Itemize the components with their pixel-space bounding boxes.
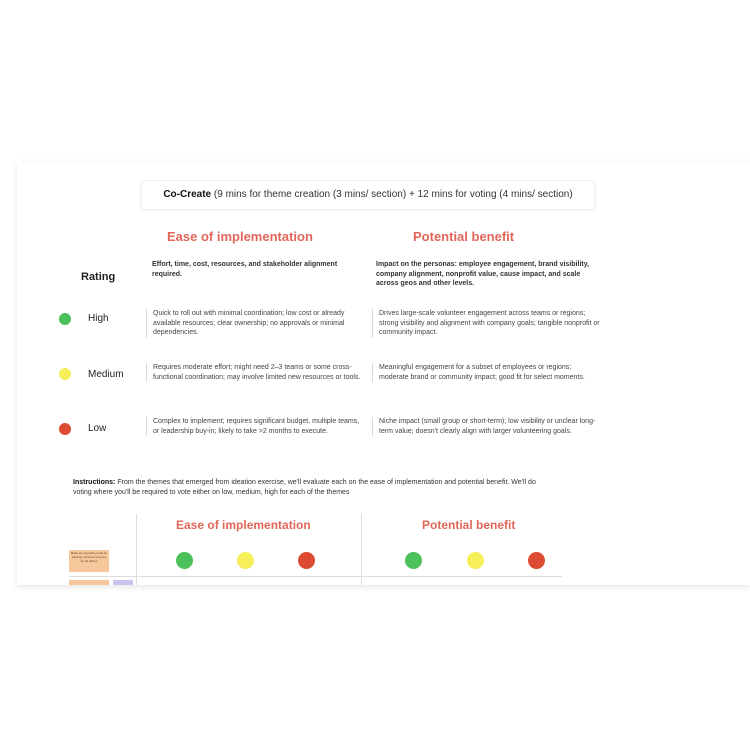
instructions-text: From the themes that emerged from ideation exercise, we'll evaluate each on the ease of implementation and potential benefit. We'll do voting where you'll be required to vote either on low, medium, high for each of the themes <box>73 479 536 496</box>
instructions <box>73 478 553 498</box>
ease-high-cell: Quick to roll out with minimal coordination; low cost or already available resources; clear ownership; no approvals or minimal dependencies. <box>146 309 363 338</box>
benefit-medium-cell: Meaningful engagement for a subset of employees or regions; moderate brand or community impact; good fit for select moments. <box>372 363 601 382</box>
ease-description: Effort, time, cost, resources, and stakeholder alignment required. <box>152 261 338 278</box>
row-label-medium: Medium <box>88 369 124 380</box>
vote-ease-low-dot[interactable] <box>298 552 315 569</box>
benefit-heading: Potential benefit <box>413 229 515 244</box>
small-sticky-note[interactable] <box>113 580 133 585</box>
instructions-label: Instructions: <box>73 479 116 486</box>
voting-row-divider <box>69 576 562 577</box>
row-label-high: High <box>88 313 109 324</box>
benefit-low-cell: Niche impact (small group or short-term); low visibility or unclear long-term value; doesn't clearly align with larger volunteering goals. <box>372 417 601 436</box>
whiteboard-frame[interactable] <box>17 162 750 585</box>
vote-benefit-low-dot[interactable] <box>528 552 545 569</box>
ease-low-cell: Complex to implement; requires significant budget, multiple teams, or leadership buy-in; likely to take >2 months to execute. <box>146 417 363 436</box>
vote-benefit-medium-dot[interactable] <box>467 552 484 569</box>
title-rest: (9 mins for theme creation (3 mins/ section) + 12 mins for voting (4 mins/ section) <box>211 189 573 200</box>
vote-ease-medium-dot[interactable] <box>237 552 254 569</box>
voting-divider-left <box>136 514 137 585</box>
vote-benefit-high-dot[interactable] <box>405 552 422 569</box>
ease-heading: Ease of implementation <box>167 229 313 244</box>
ease-medium-cell: Requires moderate effort; might need 2–3 teams or some cross-functional coordination; may involve limited new resources or tools. <box>146 363 363 382</box>
benefit-high-cell: Drives large-scale volunteer engagement across teams or regions; strong visibility and alignment with company goals; tangible nonprofit or community impact. <box>372 309 601 338</box>
medium-dot <box>59 368 71 380</box>
theme-sticky-note[interactable]: Make an org-wide portal for tracking volunteer journey for all offices <box>69 550 109 572</box>
page-title <box>141 180 595 210</box>
title-bold: Co-Create <box>163 189 212 200</box>
benefit-description: Impact on the personas: employee engagement, brand visibility, company alignment, nonprofit value, cause impact, and scale across geos and other levels. <box>376 261 590 287</box>
rating-label: Rating <box>81 271 116 283</box>
voting-divider-middle <box>361 514 362 585</box>
voting-ease-heading: Ease of implementation <box>176 518 311 532</box>
vote-ease-high-dot[interactable] <box>176 552 193 569</box>
theme-sticky-note-partial[interactable] <box>69 580 109 585</box>
voting-benefit-heading: Potential benefit <box>422 518 516 532</box>
row-label-low: Low <box>88 423 107 434</box>
low-dot <box>59 423 71 435</box>
high-dot <box>59 313 71 325</box>
